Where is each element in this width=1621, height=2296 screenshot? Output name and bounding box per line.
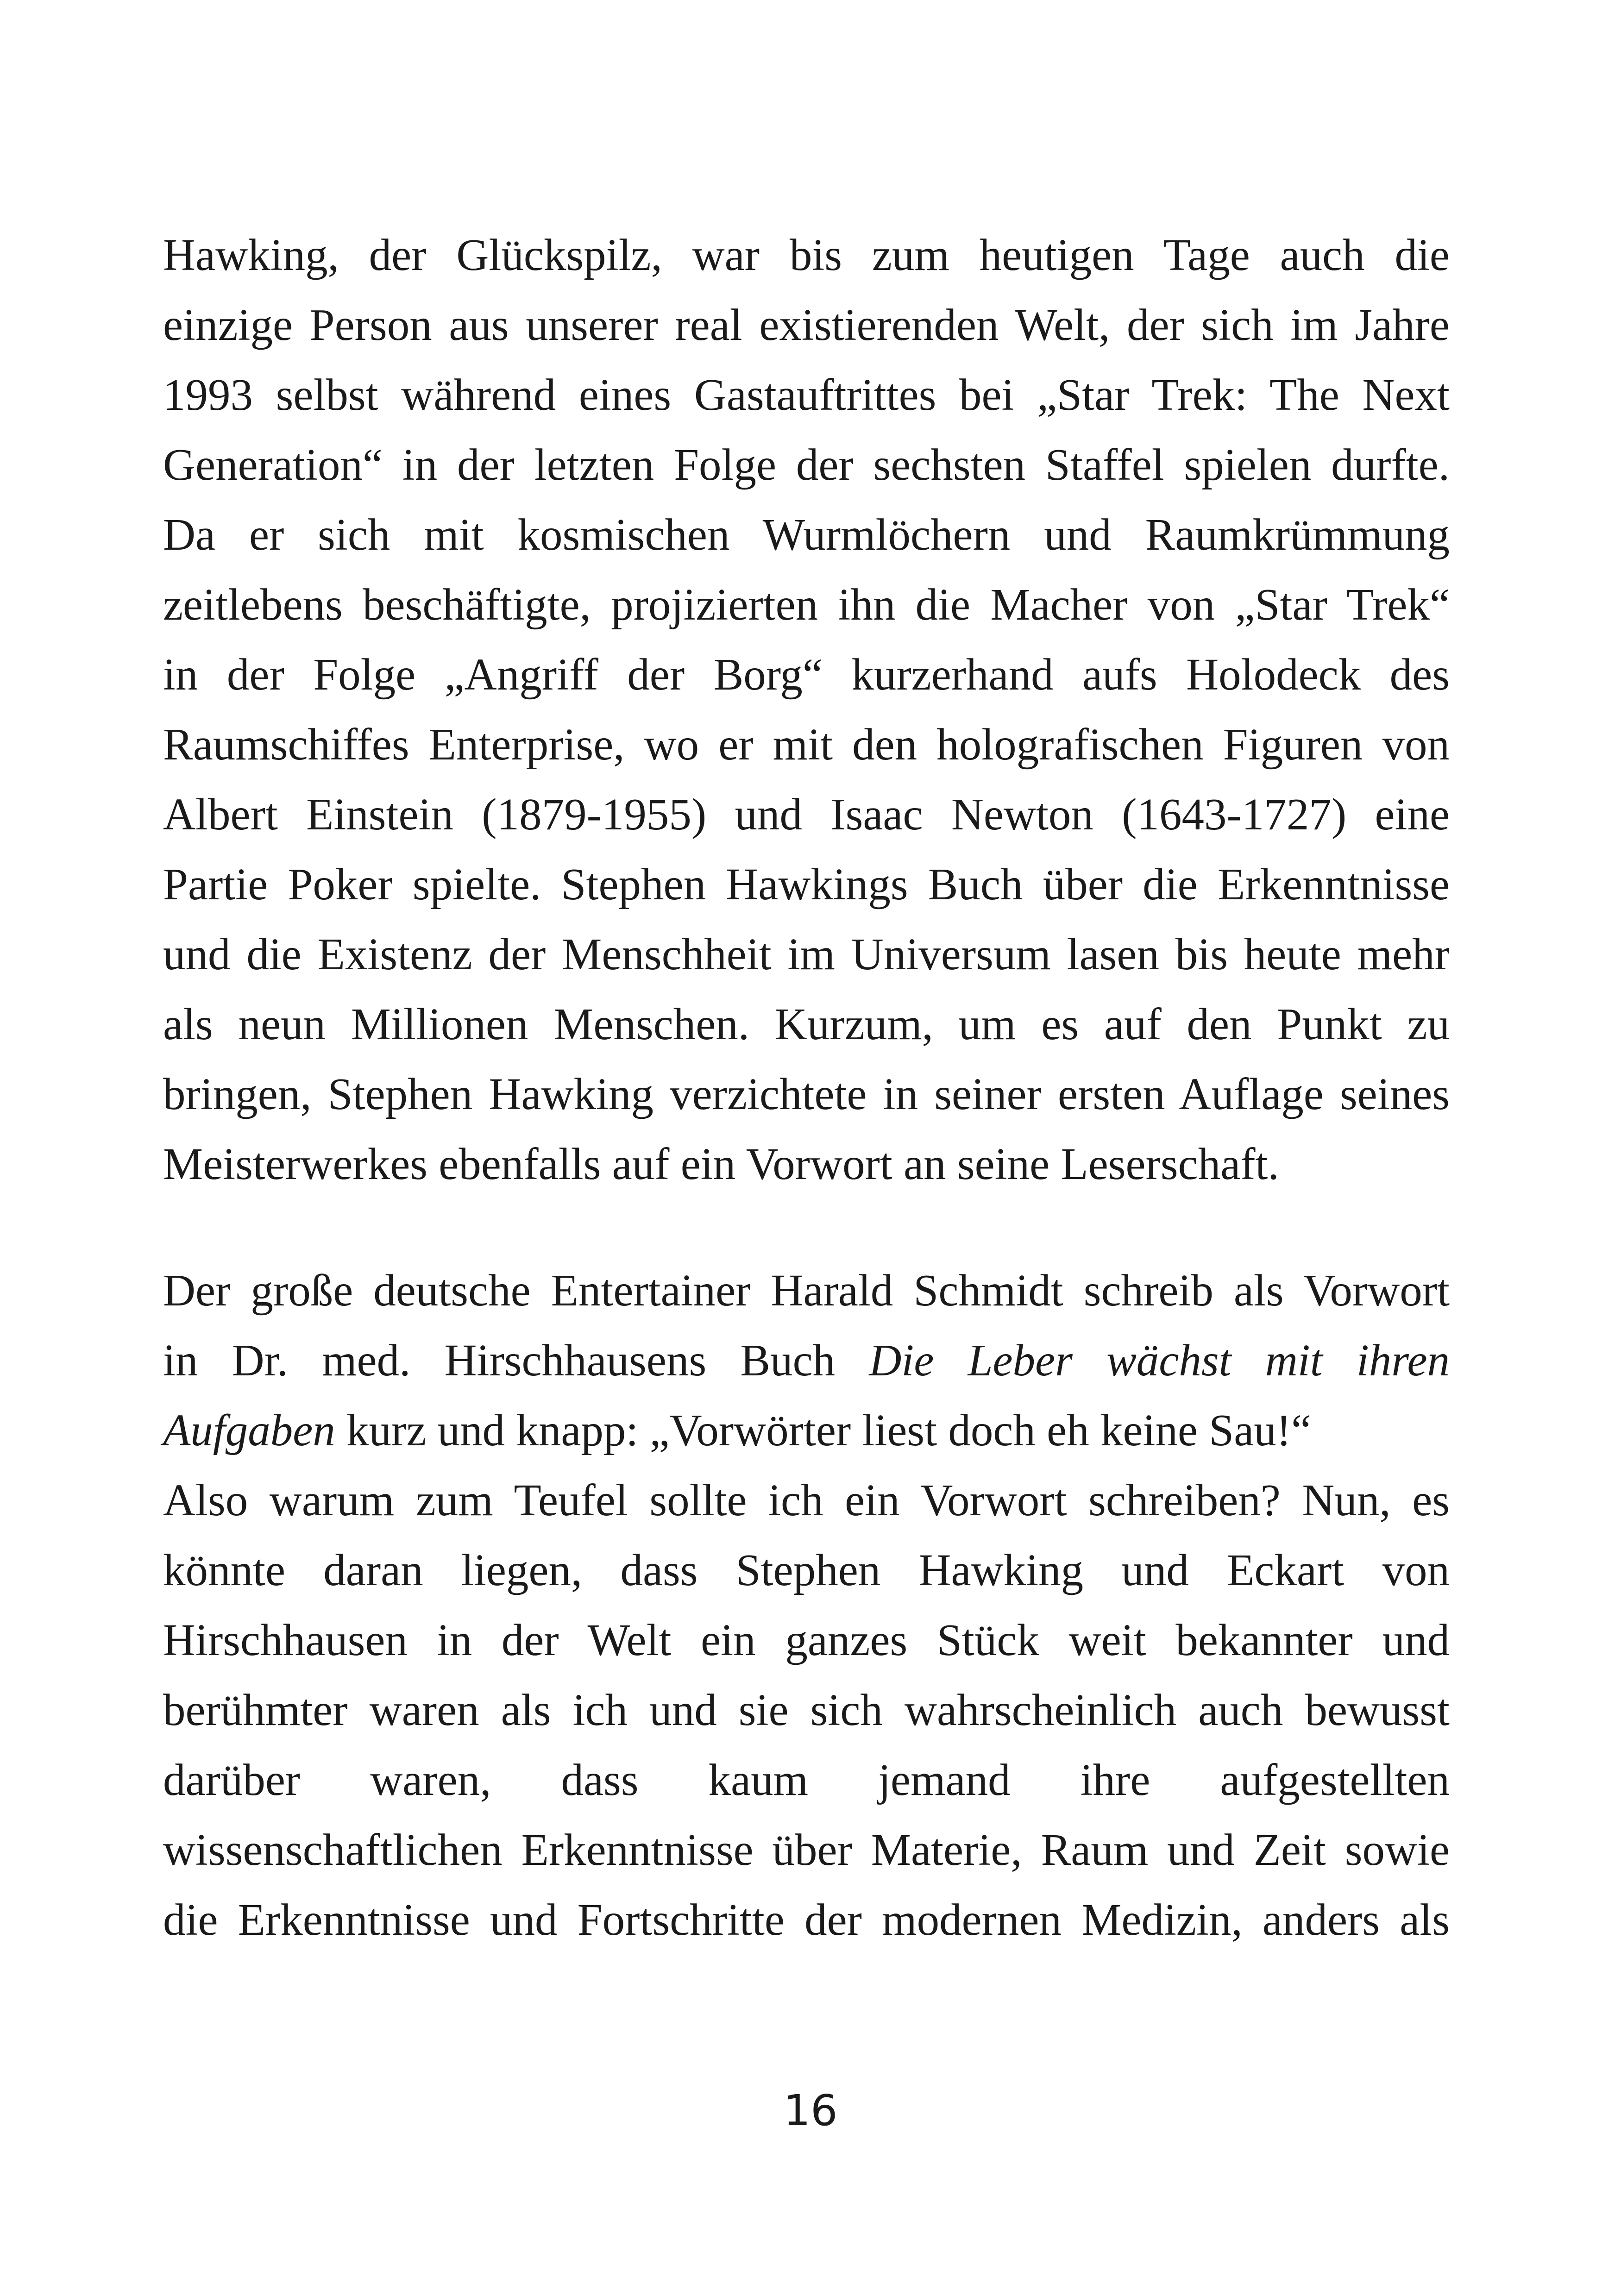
text-line: könnte daran liegen, dass Stephen Hawking und Eckart von <box>163 1545 1450 1595</box>
text-line: und die Existenz der Menschheit im Universum lasen bis heute mehr <box>163 929 1450 979</box>
text-run: in Dr. med. Hirschhausens Buch <box>163 1336 869 1385</box>
text-line: Hawking, der Glückspilz, war bis zum heutigen Tage auch die <box>163 230 1450 280</box>
text-line-with-title <box>163 1325 1450 1395</box>
text-line: darüber waren, dass kaum jemand ihre aufgestellten <box>163 1755 1450 1805</box>
paragraph-vorwort <box>163 1255 1450 1955</box>
text-line: wissenschaftlichen Erkenntnisse über Materie, Raum und Zeit sowie <box>163 1825 1450 1875</box>
text-line-with-title <box>163 1395 1450 1465</box>
text-line: in der Folge „Angriff der Borg“ kurzerhand aufs Holodeck des <box>163 650 1450 699</box>
book-title-italic: Aufgaben <box>163 1405 335 1455</box>
text-line: als neun Millionen Menschen. Kurzum, um es auf den Punkt zu <box>163 999 1450 1049</box>
paragraph-hawking <box>163 220 1450 1199</box>
text-line: bringen, Stephen Hawking verzichtete in seiner ersten Auflage seines <box>163 1069 1450 1119</box>
text-line: Partie Poker spielte. Stephen Hawkings Buch über die Erkenntnisse <box>163 859 1450 909</box>
quote-text: kurz und knapp: „Vorwörter liest doch eh keine Sau!“ <box>335 1405 1312 1455</box>
text-line: die Erkenntnisse und Fortschritte der modernen Medizin, anders als <box>163 1895 1450 1945</box>
text-line: Generation“ in der letzten Folge der sechsten Staffel spielen durfte. <box>163 440 1450 489</box>
text-line: 1993 selbst während eines Gastauftrittes bei „Star Trek: The Next <box>163 370 1450 420</box>
text-line: berühmter waren als ich und sie sich wahrscheinlich auch bewusst <box>163 1685 1450 1735</box>
text-line: Raumschiffes Enterprise, wo er mit den holografischen Figuren von <box>163 720 1450 769</box>
text-line: Meisterwerkes ebenfalls auf ein Vorwort an seine Leserschaft. <box>163 1139 1279 1189</box>
text-line: Also warum zum Teufel sollte ich ein Vorwort schreiben? Nun, es <box>163 1475 1450 1525</box>
text-line: Der große deutsche Entertainer Harald Schmidt schreib als Vorwort <box>163 1266 1450 1315</box>
book-title-italic: Die Leber wächst mit ihren <box>869 1336 1450 1385</box>
text-line: Da er sich mit kosmischen Wurmlöchern und Raumkrümmung <box>163 510 1450 559</box>
page-number: 16 <box>783 2086 838 2135</box>
text-line: einzige Person aus unserer real existierenden Welt, der sich im Jahre <box>163 300 1450 350</box>
text-line: zeitlebens beschäftigte, projizierten ihn die Macher von „Star Trek“ <box>163 580 1450 629</box>
text-line: Albert Einstein (1879-1955) und Isaac Newton (1643-1727) eine <box>163 790 1450 839</box>
text-line: Hirschhausen in der Welt ein ganzes Stück weit bekannter und <box>163 1615 1450 1665</box>
